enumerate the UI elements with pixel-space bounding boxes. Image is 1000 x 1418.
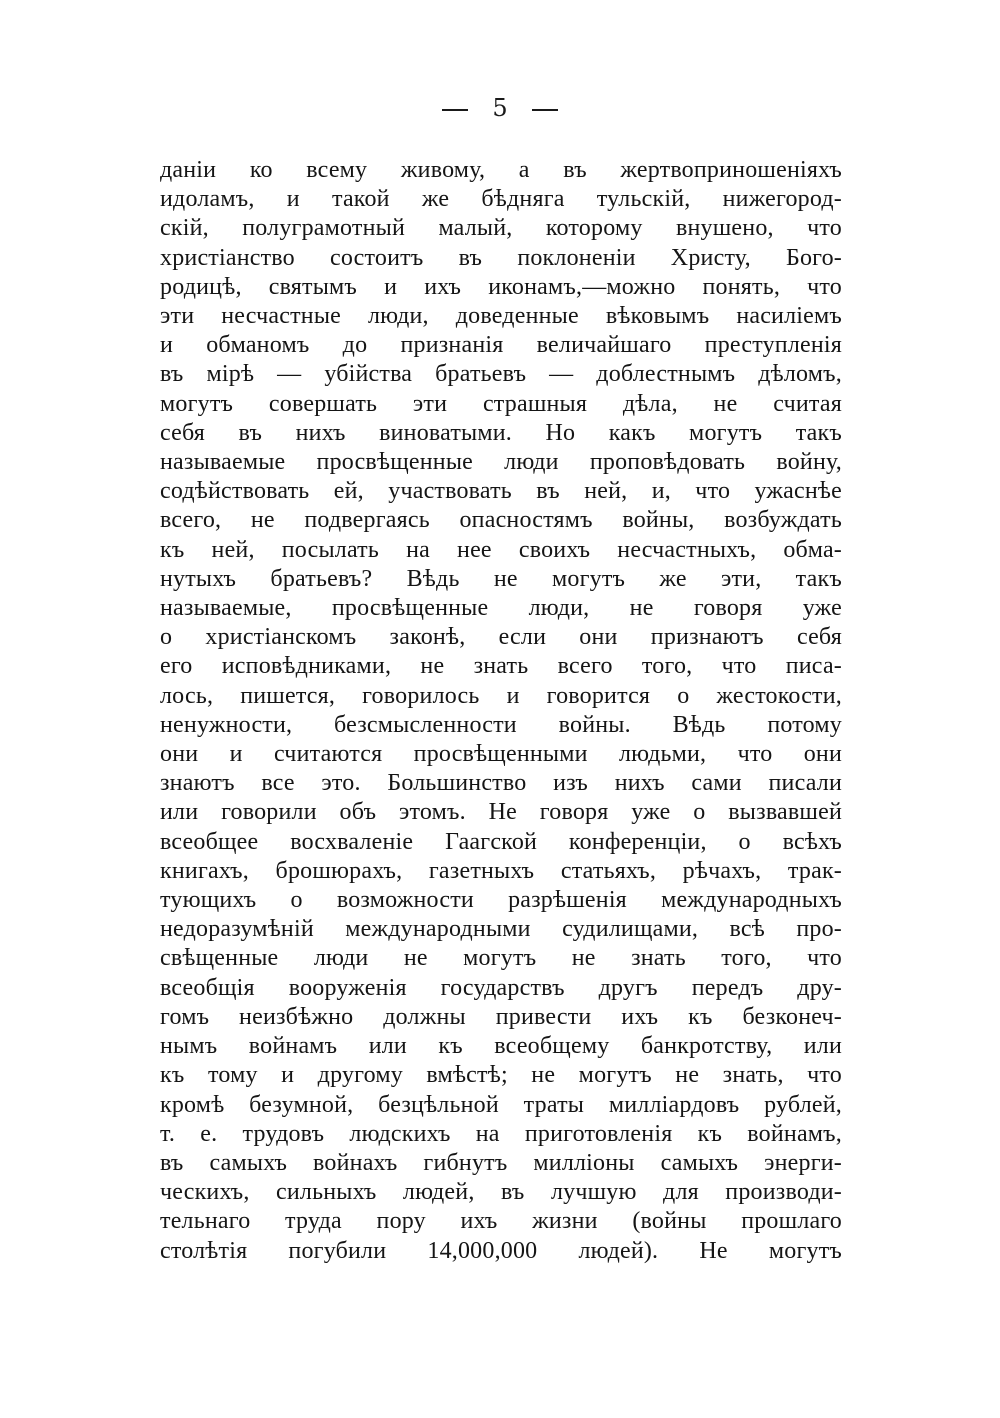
text-line: лось, пишется, говорилось и говорится о жестокости, — [160, 682, 842, 709]
text-line: и обманомъ до признанiя величайшаго преступленiя — [160, 332, 842, 359]
text-line: тельнаго труда пору ихъ жизни (войны прошлаго — [160, 1208, 842, 1235]
text-line: себя въ нихъ виноватыми. Но какъ могутъ такъ — [160, 419, 842, 446]
text-line: его исповѣдниками, не знать всего того, что писа- — [160, 653, 842, 680]
text-line: скiй, полуграмотный малый, которому внушено, что — [160, 215, 842, 242]
text-line: тующихъ о возможности разрѣшенiя международныхъ — [160, 887, 842, 914]
text-line: т. е. трудовъ людскихъ на приготовленiя къ войнамъ, — [160, 1120, 842, 1147]
text-line: въ мiрѣ — убiйства братьевъ — доблестнымъ дѣломъ, — [160, 361, 842, 388]
text-line: кромѣ безумной, безцѣльной траты миллiардовъ рублей, — [160, 1091, 842, 1118]
text-line: нымъ войнамъ или къ всеобщему банкротству, или — [160, 1033, 842, 1060]
text-line: или говорили объ этомъ. Не говоря уже о вызвавшей — [160, 799, 842, 826]
text-line: гомъ неизбѣжно должны привести ихъ къ безконеч- — [160, 1003, 842, 1030]
text-line: всеобщее восхваленiе Гаагской конференцiи, о всѣхъ — [160, 828, 842, 855]
text-line: называемые, просвѣщенные люди, не говоря уже — [160, 595, 842, 622]
text-line: данiи ко всему живому, а въ жертвоприношенiяхъ — [160, 157, 842, 183]
text-line: къ ней, посылать на нее своихъ несчастныхъ, обма- — [160, 536, 842, 563]
header-dash-left — [442, 109, 468, 111]
text-line: всеобщiя вооруженiя государствъ другъ передъ дру- — [160, 974, 842, 1001]
body-text — [160, 156, 842, 1266]
text-line: свѣщенные люди не могутъ не знать того, что — [160, 945, 842, 972]
text-line: ненужности, безсмысленности войны. Вѣдь потому — [160, 711, 842, 738]
text-line: всего, не подвергаясь опасностямъ войны, возбуждать — [160, 507, 842, 534]
page-number: 5 — [492, 94, 508, 122]
text-line: могутъ совершать эти страшныя дѣла, не считая — [160, 390, 842, 417]
text-line: эти несчастные люди, доведенные вѣковымъ насилiемъ — [160, 303, 842, 330]
text-line: называемые просвѣщенные люди проповѣдовать войну, — [160, 449, 842, 476]
text-line: христiанство состоитъ въ поклоненiи Христу, Бого- — [160, 244, 842, 271]
text-line: родицѣ, святымъ и ихъ иконамъ,—можно понять, что — [160, 273, 842, 300]
text-line: знаютъ все это. Большинство изъ нихъ сами писали — [160, 770, 842, 797]
text-line: въ самыхъ войнахъ гибнутъ миллiоны самыхъ энерги- — [160, 1149, 842, 1176]
text-line: недоразумѣнiй международными судилищами, всѣ про- — [160, 916, 842, 943]
text-line: ческихъ, сильныхъ людей, въ лучшую для производи- — [160, 1179, 842, 1206]
page-header — [0, 94, 1000, 122]
text-line: къ тому и другому вмѣстѣ; не могутъ не знать, что — [160, 1062, 842, 1089]
text-line: о христiанскомъ законѣ, если они признаютъ себя — [160, 624, 842, 651]
text-line: нутыхъ братьевъ? Вѣдь не могутъ же эти, такъ — [160, 565, 842, 592]
text-line: содѣйствовать ей, участвовать въ ней, и, что ужаснѣе — [160, 478, 842, 505]
text-line: идоламъ, и такой же бѣдняга тульскiй, нижегород- — [160, 186, 842, 213]
text-line: книгахъ, брошюрахъ, газетныхъ статьяхъ, рѣчахъ, трак- — [160, 857, 842, 884]
text-line: столѣтiя погубили 14,000,000 людей). Не могутъ — [160, 1237, 842, 1264]
text-line: они и считаются просвѣщенными людьми, что они — [160, 741, 842, 768]
header-dash-right — [532, 109, 558, 111]
